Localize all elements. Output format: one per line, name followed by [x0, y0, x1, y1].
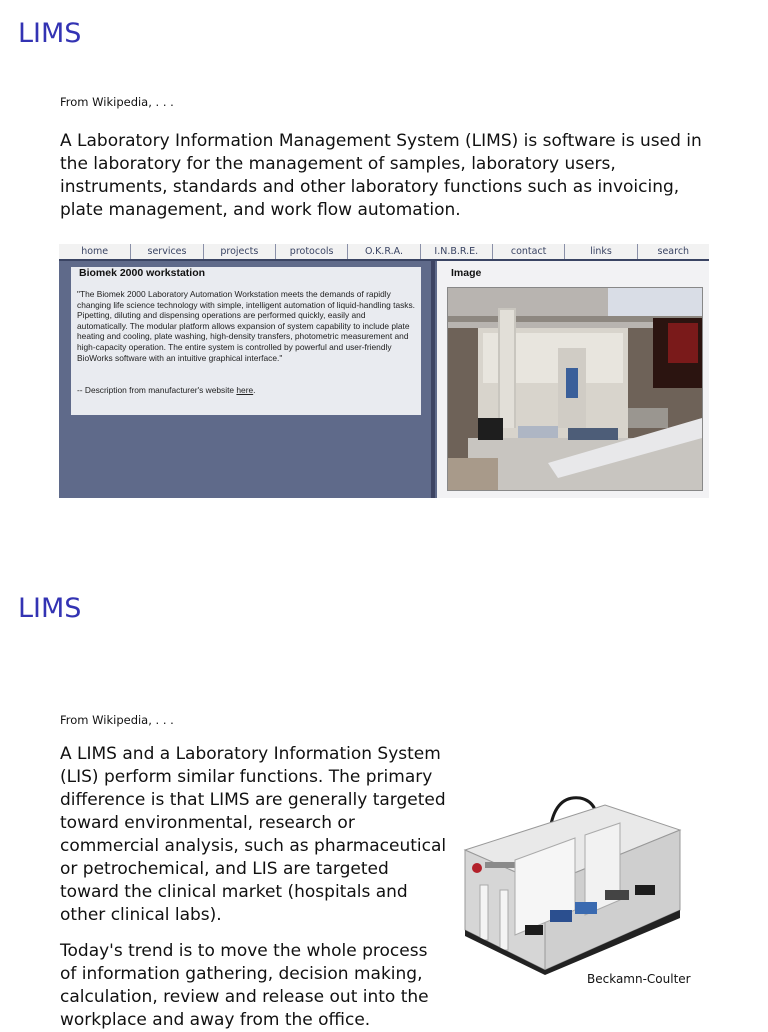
panel-description-line: [77, 385, 255, 395]
image-caption: Beckamn-Coulter: [587, 972, 691, 986]
nav-item-contact[interactable]: contact: [493, 244, 565, 259]
slide-1-title: LIMS: [18, 18, 82, 49]
nav-item-inbre[interactable]: I.N.B.R.E.: [421, 244, 493, 259]
image-label: Image: [451, 267, 482, 279]
biomek-workstation-photo: [447, 287, 703, 491]
nav-item-services[interactable]: services: [131, 244, 203, 259]
slide-2-source: From Wikipedia, . . .: [60, 713, 174, 727]
desc-prefix: -- Description from manufacturer's website: [77, 385, 237, 395]
slide-2-paragraph-1: A LIMS and a Laboratory Information System (LIS) perform similar functions. The primary difference is that LIMS are generally targeted toward environmental, research or commercial analysis, such as pharmaceutical or petrochemical, and LIS are targeted toward the clinical market (hospitals and other clinical labs).: [60, 744, 447, 925]
nav-item-okra[interactable]: O.K.R.A.: [348, 244, 420, 259]
nav-item-links[interactable]: links: [565, 244, 637, 259]
desc-suffix: .: [253, 385, 256, 395]
here-link[interactable]: here: [236, 385, 254, 395]
nav-item-protocols[interactable]: protocols: [276, 244, 348, 259]
nav-item-search[interactable]: search: [657, 246, 690, 257]
description-panel: [71, 267, 421, 415]
slide-1-source: From Wikipedia, . . .: [60, 95, 174, 109]
panel-title: Biomek 2000 workstation: [79, 267, 206, 279]
slide-2-title: LIMS: [18, 593, 82, 624]
nav-item-projects[interactable]: projects: [204, 244, 276, 259]
panel-quote: "The Biomek 2000 Laboratory Automation Workstation meets the demands of rapidly changing life science technology with simple, intelligent automation of liquid-handling tasks. Pipetting, diluting and dispensing operations are performed quickly, easily and automatically. The modular platform allows expansion of system capability to include plate heating and cooling, plate washing, high-density transfers, photometric measurement and high-capacity operation. The entire system is controlled by powerful and user-friendly BioWorks software with an intuitive graphical interface.": [77, 289, 415, 363]
column-divider: [431, 261, 435, 498]
embedded-webpage-screenshot: [59, 244, 709, 498]
nav-item-home[interactable]: home: [59, 244, 131, 259]
slide-2-paragraph-2: Today's trend is to move the whole process of information gathering, decision making, calculation, review and release out into the workplace and away from the office.: [60, 941, 429, 1030]
slide-1-paragraph: A Laboratory Information Management System (LIMS) is software is used in the laboratory for the management of samples, laboratory users, instruments, standards and other laboratory functions such as invoicing, plate management, and work flow automation.: [60, 131, 702, 220]
lab-robot-illustration: [448, 288, 702, 490]
embedded-nav-bar: [59, 244, 709, 261]
beckman-coulter-robot-image: [455, 790, 685, 975]
image-panel: [437, 261, 709, 498]
liquid-handler-illustration: [455, 790, 685, 975]
